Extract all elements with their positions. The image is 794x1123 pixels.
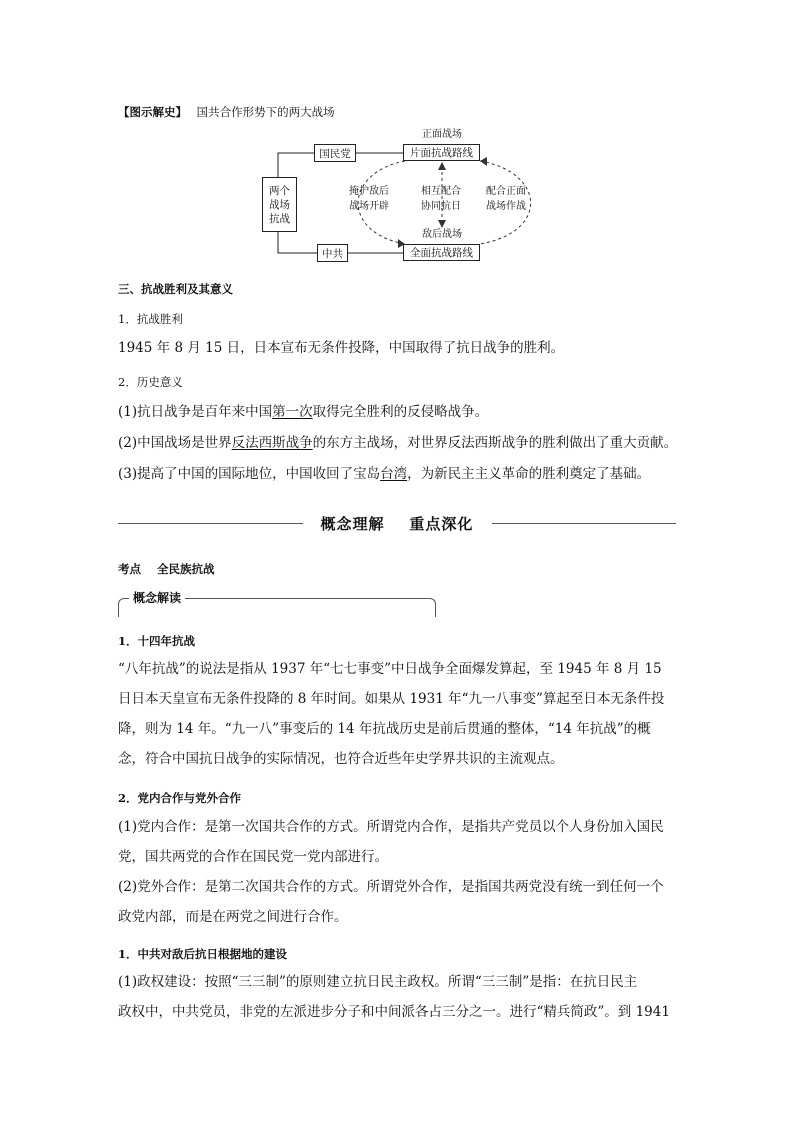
item3-underlined: 台湾 [380,466,408,482]
item3-text-b: ，为新民主主义革命的胜利奠定了基础。 [407,466,651,482]
diagram-heading-text: 国共合作形势下的两大战场 [196,105,335,119]
section-header-text: 概念理解 重点深化 [320,515,474,533]
item3-text-a: (3)提高了中国的国际地位，中国收回了宝岛 [118,466,381,482]
part2-line-1: (1)党内合作：是第一次国共合作的方式。所谓党内合作，是指共产党员以个人身份加入国民 [118,819,664,835]
part2-line-3: (2)党外合作：是第二次国共合作的方式。所谓党外合作，是指国共两党没有统一到任何一个 [118,879,664,895]
front-battlefield-label: 正面战场 [422,129,462,140]
item1-text-b: 取得完全胜利的反侵略战争。 [312,404,489,420]
item2-text-b: 的东方主战场，对世界反法西斯战争的胜利做出了重大贡献。 [312,435,678,451]
part2-line-4: 政党内部，而是在两党之间进行合作。 [118,909,348,925]
right-note [486,184,526,214]
part1-line-3: 降，则为 14 年。“九一八”事变后的 14 年抗战历史是前后贯通的整体，“14 年抗战”的概 [118,721,651,737]
section3-title: 三、抗战胜利及其意义 [118,282,233,296]
part1-line-1: “八年抗战”的说法是指从 1937 年“七七事变”中日战争全面爆发算起，至 1945 年 8 月 15 [118,661,662,677]
part2-title: 2．党内合作与党外合作 [118,791,242,805]
middle-note [421,184,461,214]
section-header [0,513,794,534]
part2-line-2: 党，国共两党的合作在国民党一党内部进行。 [118,849,388,865]
item2-underlined: 反法西斯战争 [231,435,313,451]
diagram-lines [0,0,794,280]
kaodian-title: 考点 全民族抗战 [118,562,215,576]
part1-line-2: 日日本天皇宣布无条件投降的 8 年时间。如果从 1931 年“九一八事变”算起至日本无条件投 [118,691,665,707]
section3-sub2-title: 2．历史意义 [118,375,183,389]
ccp-box [317,244,348,262]
left-note-line-1: 掩护敌后 [349,186,389,197]
ccp-box-label: 中共 [322,247,343,260]
middle-note-line-1: 相互配合 [421,186,461,197]
section3-sub1-text: 1945 年 8 月 15 日，日本宣布无条件投降，中国取得了抗日战争的胜利。 [118,340,565,356]
front-line-box [403,144,480,161]
rear-line-box [403,244,480,261]
section-header-rule-left [118,523,303,524]
significance-item-3 [118,461,650,488]
center-box-line-3: 抗战 [269,212,290,225]
rear-line-box-label: 全面抗战路线 [410,247,473,259]
left-note-line-2: 战场开辟 [349,201,389,212]
center-box [262,177,297,232]
front-line-box-label: 片面抗战路线 [410,147,473,159]
center-box-line-2: 战场 [269,198,290,211]
item1-underlined: 第一次 [272,404,313,420]
concept-box-label: 概念解读 [129,589,185,606]
part1-title: 1．十四年抗战 [118,634,196,648]
item2-text-a: (2)中国战场是世界 [118,435,232,451]
part3-title: 1．中共对敌后抗日根据地的建设 [118,947,287,961]
rear-battlefield-label: 敌后战场 [422,229,462,240]
part1-paragraph [118,656,664,773]
section-header-rule-right [492,523,676,524]
right-note-line-1: 配合正面 [486,186,526,197]
part3-paragraph [118,969,670,1026]
concept-box [118,591,436,617]
section3-sub1-title: 1．抗战胜利 [118,312,183,326]
item1-text-a: (1)抗日战争是百年来中国 [118,404,273,420]
part3-line-2: 政权中，中共党员，非党的左派进步分子和中间派各占三分之一。进行“精兵简政”。到 1941 [118,1004,670,1020]
diagram-heading-label: 【图示解史】 [118,105,187,119]
right-note-line-2: 战场作战 [486,201,526,212]
part3-line-1: (1)政权建设：按照“三三制”的原则建立抗日民主政权。所谓“三三制”是指：在抗日民主 [118,974,638,990]
left-note [349,184,389,214]
middle-note-line-2: 协同抗日 [421,201,461,212]
kmt-box-label: 国民党 [319,147,351,160]
significance-item-1 [118,399,488,426]
part2-paragraph [118,814,664,931]
center-box-line-1: 两个 [269,184,290,197]
kmt-box [314,144,356,162]
part1-line-4: 念，符合中国抗日战争的实际情况，也符合近些年史学界共识的主流观点。 [118,751,564,767]
significance-item-2 [118,430,677,457]
